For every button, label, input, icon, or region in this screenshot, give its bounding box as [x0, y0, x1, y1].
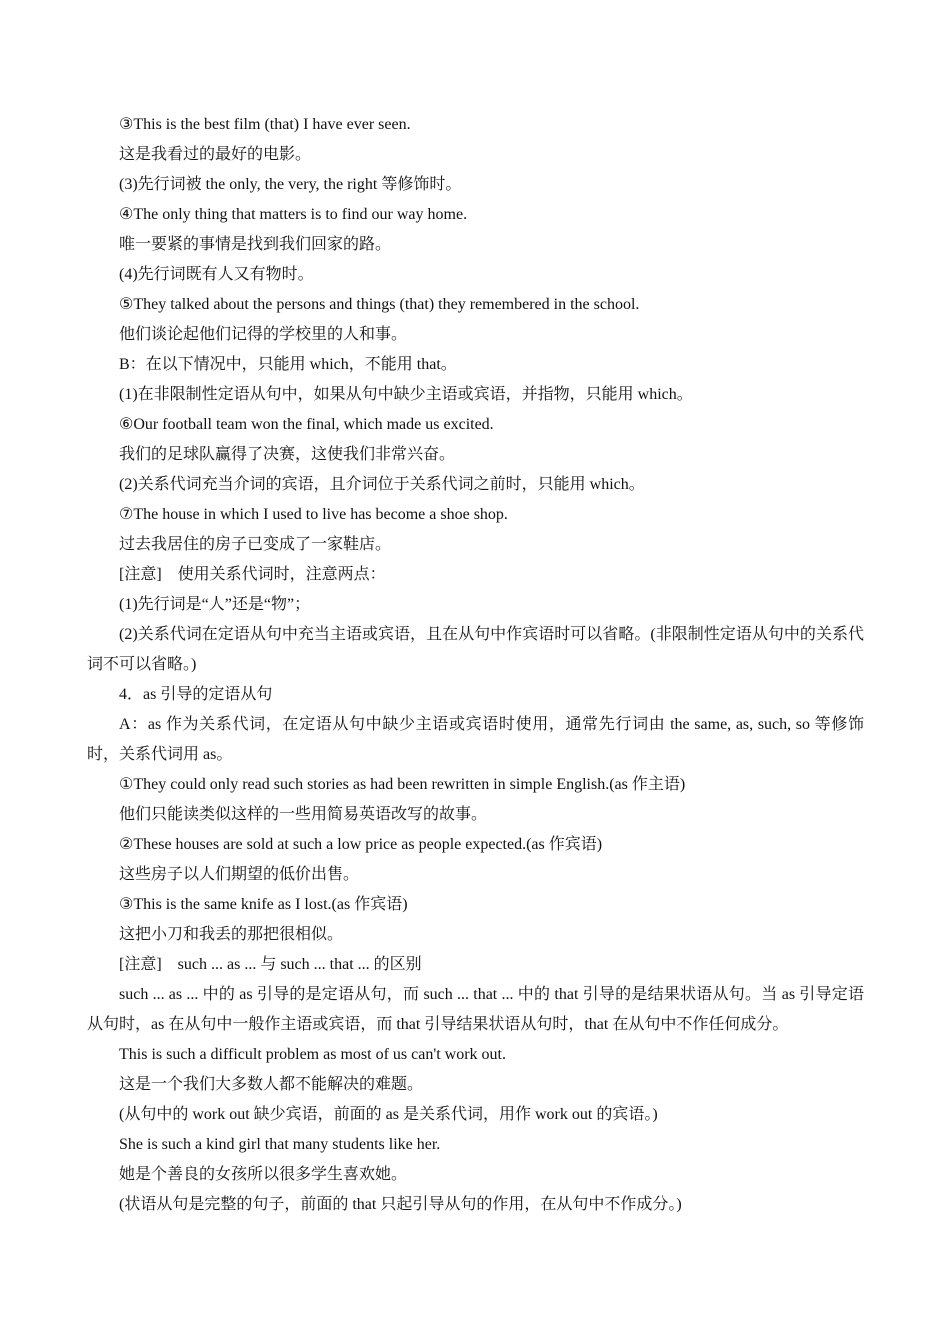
rule-paragraph: A：as 作为关系代词，在定语从句中缺少主语或宾语时使用，通常先行词由 the same, as, such, so 等修饰时，关系代词用 as。: [87, 716, 864, 763]
translation: 我们的足球队赢得了决赛，这使我们非常兴奋。: [119, 446, 456, 463]
example-sentence: ⑤They talked about the persons and things (that) they remembered in the school.: [119, 296, 640, 313]
translation: 这是一个我们大多数人都不能解决的难题。: [119, 1076, 424, 1093]
note-paragraph: such ... as ... 中的 as 引导的是定语从句，而 such ... that ... 中的 that 引导的是结果状语从句。当 as 引导定语从句时，as 在从句中一般作主语或宾语，而 that 引导结果状语从句时，that 在从句中不作任何成分。: [87, 986, 864, 1033]
translation: 过去我居住的房子已变成了一家鞋店。: [119, 536, 392, 553]
note-heading: [注意] 使用关系代词时，注意两点：: [119, 566, 386, 583]
example-sentence: ①They could only read such stories as had been rewritten in simple English.(as 作主语): [119, 776, 686, 793]
rule-item: (2)关系代词充当介词的宾语，且介词位于关系代词之前时，只能用 which。: [119, 476, 645, 493]
document-body: [87, 110, 864, 1220]
example-sentence: ③This is the best film (that) I have ever seen.: [119, 116, 411, 133]
section-heading: B：在以下情况中，只能用 which，不能用 that。: [119, 356, 457, 373]
translation: 这是我看过的最好的电影。: [119, 146, 312, 163]
explanation: (状语从句是完整的句子，前面的 that 只起引导从句的作用，在从句中不作成分。): [119, 1196, 682, 1213]
translation: 这把小刀和我丢的那把很相似。: [119, 926, 344, 943]
example-sentence: ④The only thing that matters is to find our way home.: [119, 206, 468, 223]
rule-item: (3)先行词被 the only, the very, the right 等修饰时。: [119, 176, 462, 193]
example-sentence: ⑦The house in which I used to live has become a shoe shop.: [119, 506, 508, 523]
translation: 她是个善良的女孩所以很多学生喜欢她。: [119, 1166, 408, 1183]
rule-item: (1)在非限制性定语从句中，如果从句中缺少主语或宾语，并指物，只能用 which。: [119, 386, 693, 403]
example-sentence: ⑥Our football team won the final, which made us excited.: [119, 416, 494, 433]
rule-item: (4)先行词既有人又有物时。: [119, 266, 314, 283]
example-sentence: She is such a kind girl that many students like her.: [119, 1136, 441, 1153]
translation: 他们谈论起他们记得的学校里的人和事。: [119, 326, 408, 343]
explanation: (从句中的 work out 缺少宾语，前面的 as 是关系代词，用作 work out 的宾语。): [119, 1106, 658, 1123]
note-heading: [注意] such ... as ... 与 such ... that ... 的区别: [119, 956, 422, 973]
translation: 唯一要紧的事情是找到我们回家的路。: [119, 236, 392, 253]
example-sentence: ②These houses are sold at such a low price as people expected.(as 作宾语): [119, 836, 603, 853]
note-item: (2)关系代词在定语从句中充当主语或宾语，且在从句中作宾语时可以省略。(非限制性定语从句中的关系代词不可以省略。): [87, 626, 864, 673]
note-item: (1)先行词是“人”还是“物”；: [119, 596, 311, 613]
example-sentence: This is such a difficult problem as most of us can't work out.: [119, 1046, 506, 1063]
section-title: 4．as 引导的定语从句: [119, 686, 273, 703]
example-sentence: ③This is the same knife as I lost.(as 作宾语): [119, 896, 408, 913]
translation: 他们只能读类似这样的一些用简易英语改写的故事。: [119, 806, 488, 823]
translation: 这些房子以人们期望的低价出售。: [119, 866, 360, 883]
